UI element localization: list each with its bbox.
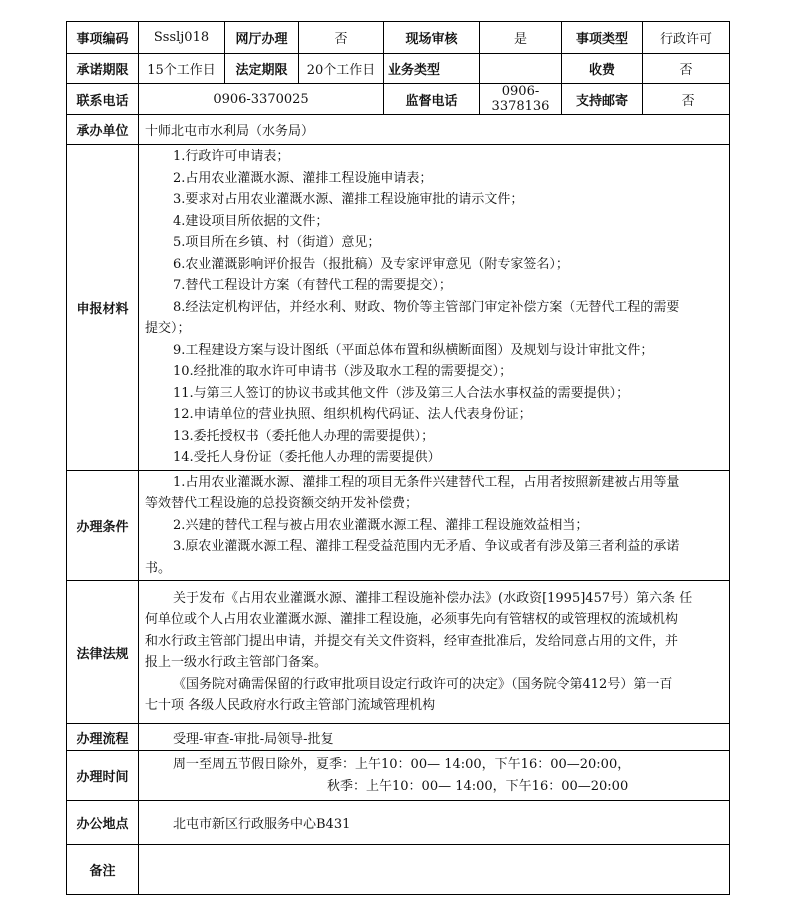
row-address	[67, 801, 730, 845]
row-basic	[67, 22, 730, 54]
matter-info-table	[66, 21, 730, 895]
online-value: 否	[299, 22, 384, 54]
row-remark	[67, 845, 730, 895]
conditions-label: 办理条件	[67, 470, 139, 581]
remark-value	[139, 845, 730, 895]
condition-line: 等效替代工程设施的总投资额交纳开发补偿费；	[145, 496, 419, 511]
condition-line: 2.兴建的替代工程与被占用农业灌溉水源工程、灌排工程设施效益相当；	[173, 517, 589, 533]
fee-label: 收费	[562, 54, 643, 84]
condition-line: 3.原农业灌溉水源工程、灌排工程受益范围内无矛盾、争议或者有涉及第三者利益的承诺	[173, 539, 680, 554]
supervise-phone-value: 0906-3378136	[480, 84, 562, 115]
promise-period-label: 承诺期限	[67, 54, 139, 84]
row-process	[67, 724, 730, 751]
row-contact	[67, 84, 730, 115]
material-item: 11.与第三人签订的协议书或其他文件（涉及第三人合法水事权益的需要提供）；	[173, 385, 630, 401]
law-line: 关于发布《占用农业灌溉水源、灌排工程设施补偿办法》(水政资[1995]457号）第六条 任	[173, 590, 693, 606]
material-item: 12.申请单位的营业执照、组织机构代码证、法人代表身份证；	[173, 407, 532, 422]
mail-support-label: 支持邮寄	[562, 84, 643, 115]
legal-period-label: 法定期限	[225, 54, 299, 84]
contact-phone-label: 联系电话	[67, 84, 139, 115]
material-item: 4.建设项目所依据的文件；	[173, 213, 329, 229]
row-time	[67, 751, 730, 801]
address-label: 办公地点	[67, 801, 139, 845]
unit-label: 承办单位	[67, 115, 139, 145]
material-item: 5.项目所在乡镇、村（街道）意见；	[173, 235, 381, 250]
conditions-text	[139, 470, 730, 581]
material-item: 7.替代工程设计方案（有替代工程的需要提交）；	[173, 278, 452, 293]
matter-info-sheet	[66, 21, 729, 895]
materials-label: 申报材料	[67, 145, 139, 471]
business-type-label: 业务类型	[384, 54, 480, 84]
row-conditions	[67, 470, 730, 581]
material-item: 9.工程建设方案与设计图纸（平面总体布置和纵横断面图）及规划与设计审批文件；	[173, 342, 654, 358]
material-item: 1.行政许可申请表；	[173, 149, 290, 164]
material-item: 6.农业灌溉影响评价报告（报批稿）及专家评审意见（附专家签名）；	[173, 256, 569, 272]
contact-phone-value: 0906-3370025	[139, 84, 384, 115]
row-law	[67, 581, 730, 724]
material-item: 2.占用农业灌溉水源、灌排工程设施申请表；	[173, 170, 433, 186]
row-unit	[67, 115, 730, 145]
item-type-label: 事项类型	[562, 22, 643, 54]
legal-period-value: 20个工作日	[299, 54, 384, 84]
address-value: 北屯市新区行政服务中心B431	[139, 801, 730, 845]
fee-value: 否	[643, 54, 730, 84]
unit-value: 十师北屯市水利局（水务局）	[139, 115, 730, 145]
item-code-value: Ssslj018	[139, 22, 225, 54]
process-label: 办理流程	[67, 724, 139, 751]
time-line-summer: 周一至周五节假日除外，夏季：上午10：00— 14:00，下午16：00—20:00，	[173, 757, 631, 772]
supervise-phone-label: 监督电话	[384, 84, 480, 115]
business-type-value	[480, 54, 562, 84]
item-type-value: 行政许可	[643, 22, 730, 54]
process-value: 受理-审查-审批-局领导-批复	[139, 724, 730, 751]
law-line: 《国务院对确需保留的行政审批项目设定行政许可的决定》（国务院令第412号）第一百	[173, 676, 673, 692]
condition-line: 1.占用农业灌溉水源、灌排工程的项目无条件兴建替代工程，占用者按照新建被占用等量	[173, 474, 680, 490]
mail-support-value: 否	[681, 93, 695, 109]
material-item-continued: 提交）；	[145, 321, 191, 336]
law-line: 报上一级水行政主管部门备案。	[145, 655, 328, 670]
promise-period-value: 15个工作日	[139, 54, 225, 84]
row-materials	[67, 145, 730, 471]
time-text	[139, 751, 730, 801]
onsite-review-label: 现场审核	[384, 22, 480, 54]
law-line: 何单位或个人占用农业灌溉水源、灌排工程设施，必须事先向有管辖权的或管理权的流域机构	[145, 612, 679, 627]
material-item: 14.受托人身份证（委托他人办理的需要提供）	[173, 450, 441, 465]
online-label: 网厅办理	[225, 22, 299, 54]
row-period	[67, 54, 730, 84]
time-label: 办理时间	[67, 751, 139, 801]
materials-list	[139, 145, 730, 471]
condition-line: 书。	[145, 560, 172, 576]
law-line: 七十项 各级人民政府水行政主管部门流域管理机构	[145, 698, 436, 713]
law-label: 法律法规	[67, 581, 139, 724]
remark-label: 备注	[67, 845, 139, 895]
material-item: 10.经批准的取水许可申请书（涉及取水工程的需要提交）；	[173, 364, 513, 379]
material-item: 3.要求对占用农业灌溉水源、灌排工程设施审批的请示文件；	[173, 192, 524, 207]
law-text	[139, 581, 730, 724]
law-line: 和水行政主管部门提出申请，并提交有关文件资料，经审查批准后，发给同意占用的文件，并	[145, 633, 679, 649]
material-item: 13.委托授权书（委托他人办理的需要提供）；	[173, 428, 435, 444]
onsite-review-value: 是	[480, 22, 562, 54]
item-code-label: 事项编码	[67, 22, 139, 54]
material-item: 8.经法定机构评估，并经水利、财政、物价等主管部门审定补偿方案（无替代工程的需要	[173, 299, 680, 315]
mail-support-value-cell	[643, 84, 730, 115]
time-line-autumn: 秋季：上午10：00— 14:00，下午16：00—20:00	[327, 778, 629, 794]
